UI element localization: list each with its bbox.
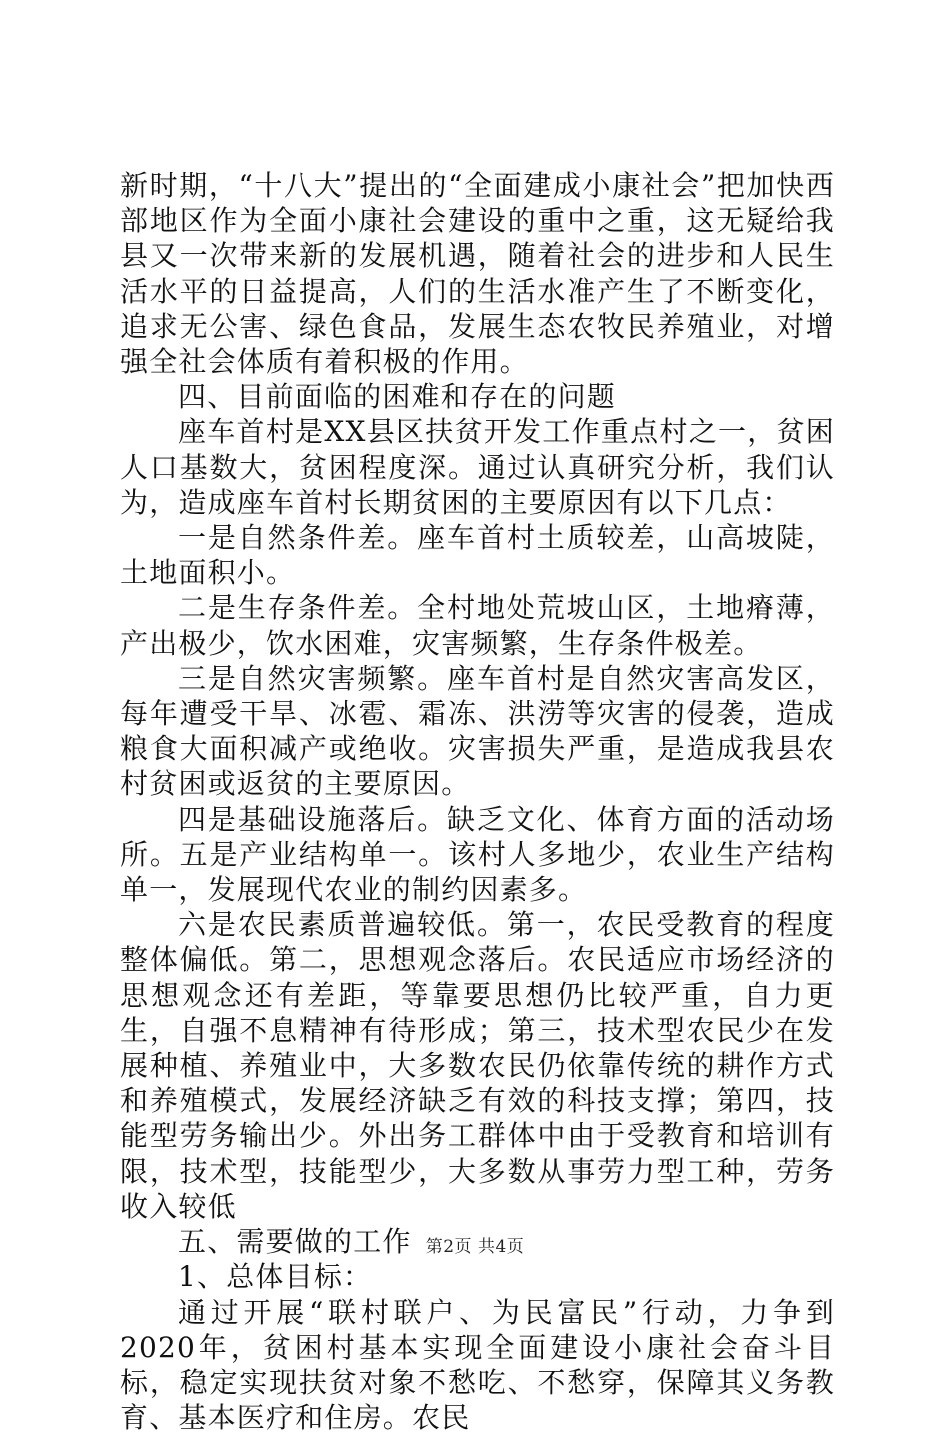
paragraph-reason-3: 三是自然灾害频繁。座车首村是自然灾害高发区，每年遭受干旱、冰雹、霜冻、洪涝等灾害的侵袭，造成粮食大面积减产或绝收。灾害损失严重，是造成我县农村贫困或返贫的主要原因。	[120, 661, 835, 802]
page-footer: 第2页 共4页	[0, 1232, 950, 1257]
paragraph-reason-1: 一是自然条件差。座车首村土质较差，山高坡陡，土地面积小。	[120, 520, 835, 590]
paragraph-reason-6: 六是农民素质普遍较低。第一，农民受教育的程度整体偏低。第二，思想观念落后。农民适应市场经济的思想观念还有差距，等靠要思想仍比较严重，自力更生，自强不息精神有待形成；第三，技术型农民少在发展种植、养殖业中，大多数农民仍依靠传统的耕作方式和养殖模式，发展经济缺乏有效的科技支撑；第四，技能型劳务输出少。外出务工群体中由于受教育和培训有限，技术型，技能型少，大多数从事劳力型工种，劳务收入较低	[120, 907, 835, 1224]
section-heading-4: 四、目前面临的困难和存在的问题	[120, 379, 835, 414]
subsection-heading-goal: 1、总体目标：	[120, 1259, 835, 1294]
paragraph-reason-4-5: 四是基础设施落后。缺乏文化、体育方面的活动场所。五是产业结构单一。该村人多地少，农业生产结构单一，发展现代农业的制约因素多。	[120, 802, 835, 908]
paragraph-intro: 新时期，“十八大”提出的“全面建成小康社会”把加快西部地区作为全面小康社会建设的重中之重，这无疑给我县又一次带来新的发展机遇，随着社会的进步和人民生活水平的日益提高，人们的生活水准产生了不断变化，追求无公害、绿色食品，发展生态农牧民养殖业，对增强全社会体质有着积极的作用。	[120, 168, 835, 379]
paragraph-reason-2: 二是生存条件差。全村地处荒坡山区，土地瘠薄，产出极少，饮水困难，灾害频繁，生存条件极差。	[120, 590, 835, 660]
paragraph-goal: 通过开展“联村联户、为民富民”行动，力争到2020年，贫困村基本实现全面建设小康社会奋斗目标，稳定实现扶贫对象不愁吃、不愁穿，保障其义务教育、基本医疗和住房。农民	[120, 1295, 835, 1435]
section-heading-5: 五、需要做的工作	[120, 1224, 835, 1259]
paragraph-village-overview: 座车首村是XX县区扶贫开发工作重点村之一，贫困人口基数大，贫困程度深。通过认真研究分析，我们认为，造成座车首村长期贫困的主要原因有以下几点：	[120, 414, 835, 520]
